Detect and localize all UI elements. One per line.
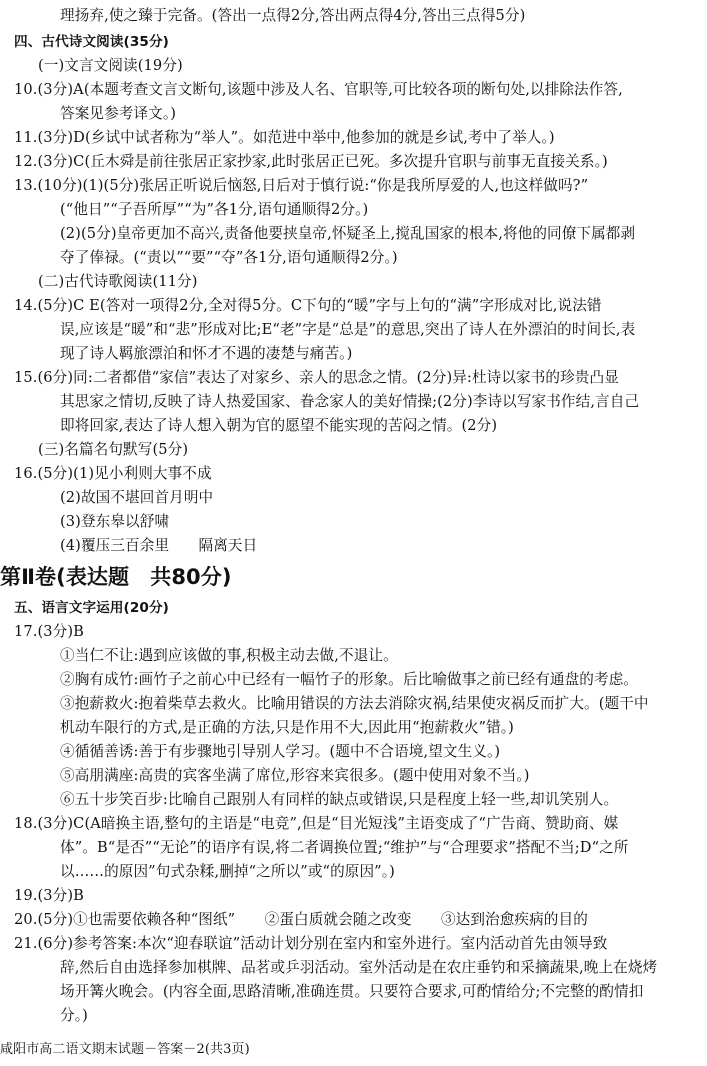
answer-14: 14.(5分)C E(答对一项得2分,全对得5分。C下句的“暖”字与上句的“满”字形成对比,说法错 [14,297,602,314]
text-line: (2)(5分)皇帝更加不高兴,责备他要挟皇帝,怀疑圣上,搅乱国家的根本,将他的同僚下属都剥 [60,225,636,242]
text-line: 其思家之情切,反映了诗人热爱国家、眷念家人的美好情操;(2分)李诗以写家书作结,言自己 [60,393,640,410]
text-line: (2)故国不堪回首月明中 [60,489,214,506]
text-line: ②胸有成竹:画竹子之前心中已经有一幅竹子的形象。后比喻做事之前已经有通盘的考虑。 [60,671,639,688]
text-line: 辞,然后自由选择参加棋牌、品茗或乒羽活动。室外活动是在农庄垂钓和采摘蔬果,晚上在烧烤 [60,959,658,976]
text-line: 现了诗人羁旅漂泊和怀才不遇的凄楚与痛苦。) [60,345,353,362]
answer-12: 12.(3分)C(丘木舜是前往张居正家抄家,此时张居正已死。多次提升官职与前事无直接关系。) [14,153,608,170]
text-line: (“他日”“子吾所厚”“为”各1分,语句通顺得2分。) [60,201,369,218]
answer-11: 11.(3分)D(乡试中试者称为“举人”。如范进中举中,他参加的就是乡试,考中了举人。) [14,129,555,146]
text-line: ③抱薪救火:抱着柴草去救火。比喻用错误的方法去消除灾祸,结果使灾祸反而扩大。(题干中 [60,695,649,712]
answer-21: 21.(6分)参考答案:本次“迎春联谊”活动计划分别在室内和室外进行。室内活动首先由领导致 [14,935,608,952]
text-line: 误,应该是“暖”和“悲”形成对比;E“老”字是“总是”的意思,突出了诗人在外漂泊的时间长,表 [60,321,636,338]
page-footer: 咸阳市高二语文期末试题－答案－2(共3页) [0,1042,250,1057]
answer-13: 13.(10分)(1)(5分)张居正听说后恼怒,日后对于慎行说:“你是我所厚爱的人,也这样做吗?” [14,177,589,194]
text-line: 机动车限行的方式,是正确的方法,只是作用不大,因此用“抱薪救火”错。) [60,719,514,736]
subsection-heading: (一)文言文阅读(19分) [38,57,183,74]
answer-18: 18.(3分)C(A暗换主语,整句的主语是“电竞”,但是“目光短浅”主语变成了“广告商、赞助商、媒 [14,815,619,832]
text-line: ⑥五十步笑百步:比喻自己跟别人有同样的缺点或错误,只是程度上轻一些,却讥笑别人。 [60,791,619,808]
text-line: (3)登东皋以舒啸 [60,513,170,530]
answer-20: 20.(5分)①也需要依赖各种“图纸” ②蛋白质就会随之改变 ③达到治愈疾病的目的 [14,911,588,928]
text-line: 答案见参考译文。) [60,105,177,122]
section-heading: 五、语言文字运用(20分) [14,600,169,616]
text-line: 即将回家,表达了诗人想入朝为官的愿望不能实现的苦闷之情。(2分) [60,417,498,434]
text-line: 体”。B“是否”“无论”的语序有误,将二者调换位置;“维护”与“合理要求”搭配不当;D“之所 [60,839,629,856]
answer-16: 16.(5分)(1)见小利则大事不成 [14,465,212,482]
text-line: 夺了俸禄。(“责以”“要”“夺”各1分,语句通顺得2分。) [60,249,398,266]
text-line: ⑤高朋满座:高贵的宾客坐满了席位,形容来宾很多。(题中使用对象不当。) [60,767,530,784]
answer-17: 17.(3分)B [14,623,84,640]
answer-10: 10.(3分)A(本题考查文言文断句,该题中涉及人名、官职等,可比较各项的断句处,以排除法作答, [14,81,623,98]
text-line: 分。) [60,1007,88,1024]
answer-19: 19.(3分)B [14,887,84,904]
text-line: 场开篝火晚会。(内容全面,思路清晰,准确连贯。只要符合要求,可酌情给分;不完整的酌情扣 [60,983,644,1000]
subsection-heading: (二)古代诗歌阅读(11分) [38,273,198,290]
text-line: ④循循善诱:善于有步骤地引导别人学习。(题中不合语境,望文生义。) [60,743,501,760]
part-title: 第Ⅱ卷(表达题 共80分) [0,565,232,589]
text-line: (4)覆压三百余里 隔离天日 [60,537,258,554]
text-line: 以……的原因”句式杂糅,删掉“之所以”或“的原因”。) [60,863,395,880]
text-line: 理扬弃,使之臻于完备。(答出一点得2分,答出两点得4分,答出三点得5分) [60,7,526,24]
subsection-heading: (三)名篇名句默写(5分) [38,441,189,458]
section-heading: 四、古代诗文阅读(35分) [14,34,169,50]
text-line: ①当仁不让:遇到应该做的事,积极主动去做,不退让。 [60,647,398,664]
answer-15: 15.(6分)同:二者都借“家信”表达了对家乡、亲人的思念之情。(2分)异:杜诗以家书的珍贵凸显 [14,369,619,386]
